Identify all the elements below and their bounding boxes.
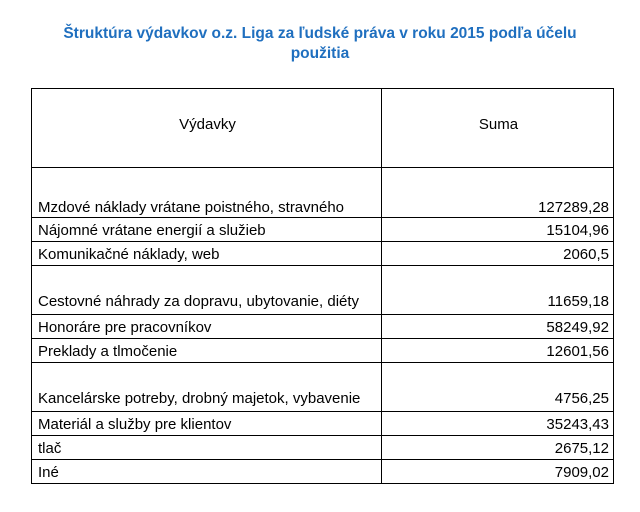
row-label: Cestovné náhrady za dopravu, ubytovanie, diéty (32, 266, 382, 315)
row-label: Komunikačné náklady, web (32, 242, 382, 266)
expenses-table (31, 88, 614, 484)
row-label: Mzdové náklady vrátane poistného, stravného (32, 168, 382, 218)
row-value: 127289,28 (382, 168, 614, 218)
row-value: 58249,92 (382, 315, 614, 339)
row-value: 7909,02 (382, 460, 614, 484)
table-row (32, 266, 614, 315)
document-title (0, 24, 640, 64)
header-amount: Suma (382, 89, 614, 168)
table-header-row (32, 89, 614, 168)
row-label: Kancelárske potreby, drobný majetok, vybavenie (32, 363, 382, 412)
title-line-1: Štruktúra výdavkov o.z. Liga za ľudské práva v roku 2015 podľa účelu (63, 25, 577, 42)
row-value: 2060,5 (382, 242, 614, 266)
row-label: Preklady a tlmočenie (32, 339, 382, 363)
row-value: 35243,43 (382, 412, 614, 436)
table-row (32, 315, 614, 339)
row-label: Iné (32, 460, 382, 484)
row-value: 4756,25 (382, 363, 614, 412)
table-row (32, 242, 614, 266)
table-row (32, 436, 614, 460)
title-line-2: použitia (290, 45, 350, 62)
row-label: tlač (32, 436, 382, 460)
table-row (32, 460, 614, 484)
table-row (32, 339, 614, 363)
table-row (32, 168, 614, 218)
row-value: 15104,96 (382, 218, 614, 242)
row-label: Nájomné vrátane energií a služieb (32, 218, 382, 242)
row-value: 11659,18 (382, 266, 614, 315)
row-label: Materiál a služby pre klientov (32, 412, 382, 436)
table-row (32, 412, 614, 436)
row-value: 2675,12 (382, 436, 614, 460)
table-row (32, 363, 614, 412)
table-row (32, 218, 614, 242)
header-expenses: Výdavky (32, 89, 382, 168)
row-label: Honoráre pre pracovníkov (32, 315, 382, 339)
row-value: 12601,56 (382, 339, 614, 363)
